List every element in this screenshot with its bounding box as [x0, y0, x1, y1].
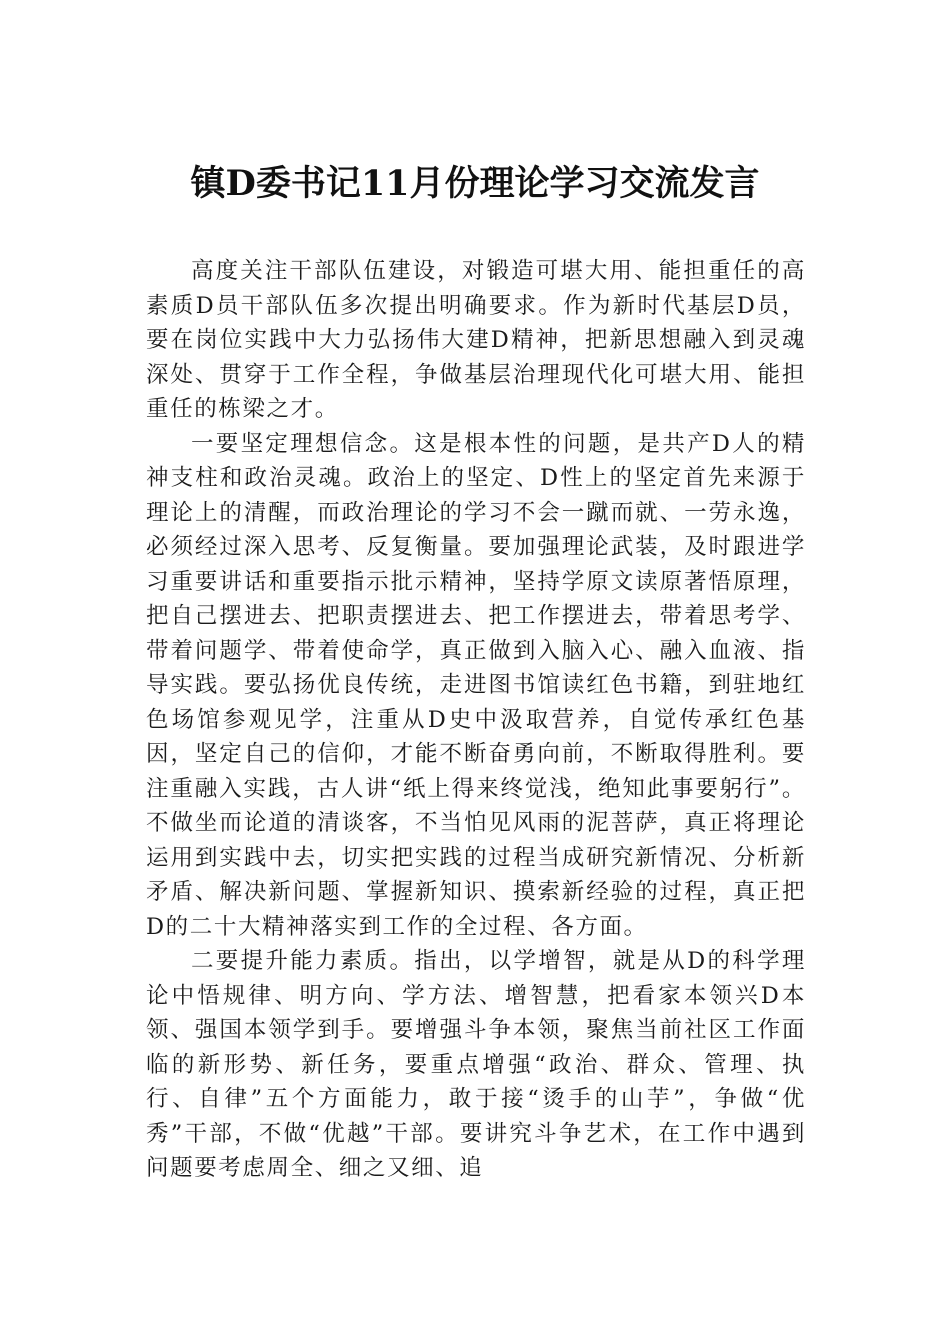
document-body: [146, 254, 806, 1186]
intro-paragraph: 高度关注干部队伍建设，对锻造可堪大用、能担重任的高素质D员干部队伍多次提出明确要求。作为新时代基层D员，要在岗位实践中大力弘扬伟大建D精神，把新思想融入到灵魂深处、贯穿于工作全程，争做基层治理现代化可堪大用、能担重任的栋梁之才。: [146, 258, 806, 422]
document-title: 镇D委书记11月份理论学习交流发言: [190, 163, 760, 204]
section-one-paragraph: 一要坚定理想信念。这是根本性的问题，是共产D人的精神支柱和政治灵魂。政治上的坚定、D性上的坚定首先来源于理论上的清醒，而政治理论的学习不会一蹴而就、一劳永逸，必须经过深入思考、反复衡量。要加强理论武装，及时跟进学习重要讲话和重要指示批示精神，坚持学原文读原著悟原理，把自己摆进去、把职责摆进去、把工作摆进去，带着思考学、带着问题学、带着使命学，真正做到入脑入心、融入血液、指导实践。要弘扬优良传统，走进图书馆读红色书籍，到驻地红色场馆参观见学，注重从D史中汲取营养，自觉传承红色基因，坚定自己的信仰，才能不断奋勇向前，不断取得胜利。要注重融入实践，古人讲“纸上得来终觉浅，绝知此事要躬行”。不做坐而论道的清谈客，不当怕见风雨的泥菩萨，真正将理论运用到实践中去，切实把实践的过程当成研究新情况、分析新矛盾、解决新问题、掌握新知识、摸索新经验的过程，真正把D的二十大精神落实到工作的全过程、各方面。: [146, 430, 806, 940]
section-two-paragraph: 二要提升能力素质。指出，以学增智，就是从D的科学理论中悟规律、明方向、学方法、增智慧，把看家本领兴D本领、强国本领学到手。要增强斗争本领，聚焦当前社区工作面临的新形势、新任务，要重点增强“政治、群众、管理、执行、自律”五个方面能力，敢于接“烫手的山芋”，争做“优秀”干部，不做“优越”干部。要讲究斗争艺术，在工作中遇到问题要考虑周全、细之又细、追: [146, 948, 806, 1181]
